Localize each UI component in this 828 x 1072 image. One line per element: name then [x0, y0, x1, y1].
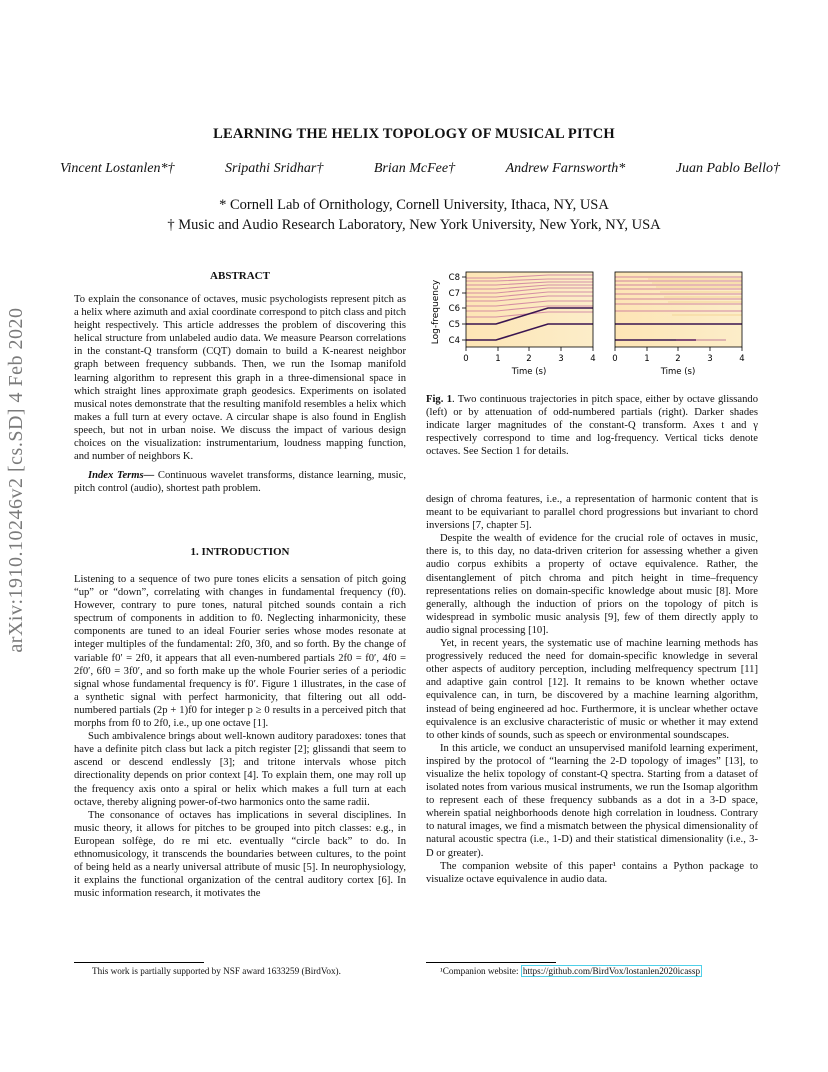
x-tick-label: 3 — [558, 354, 564, 364]
y-axis-label: Log-frequency — [431, 279, 441, 345]
figure-caption — [426, 393, 758, 458]
footnote-companion — [440, 966, 702, 976]
spectrogram-left-panel — [466, 272, 593, 347]
index-terms-text: Continuous wavelet transforms, distance learning, music, pitch control (audio), shortest path problem. — [74, 470, 406, 495]
introduction-section — [74, 573, 406, 900]
footnote-rule — [74, 962, 204, 963]
intro-paragraph: Listening to a sequence of two pure tones elicits a sensation of pitch going “up” or “down”, correlating with changes in fundamental frequency (f0). However, contrary to pure tones, natural pitched sounds contain a rich spectrum of components in addition to f0. Neglecting inharmonicity, these components are tuned to an ideal Fourier series whose modes resonate at integer multiples of the fundamental: 2f0, 3f0, and so forth. By the change of variable f0′ = 2f0, it appears that all even-numbered partials 2f0 = f0′, 4f0 = 2f0′, 6f0 = 3f0′, and so forth make up the whole Fourier series of a periodic signal whose fundamental frequency is f0′. Figure 1 illustrates, in the case of a synthetic signal with perfect harmonicity, that filtering out all odd-numbered partials (2p + 1)f0 for integer p ≥ 0 results in a perceived pitch that morphs from f0 to 2f0, i.e., up one octave [1]. — [74, 574, 406, 730]
index-terms-label: Index Terms— — [88, 470, 155, 482]
x-tick-label: 2 — [526, 354, 532, 364]
body-paragraph: Despite the wealth of evidence for the crucial role of octaves in music, there is, to this day, no data-driven criterion for assessing whether a given audio corpus exhibits a property of octave equivalence. Rather, the disentanglement of pitch chroma and pitch height in time–frequency representations relies on domain-specific knowledge about music [8]. More generally, although the induction of priors on the topology of pitch is widespread in symbolic music analysis [9], few of them directly apply to audio signal processing [10]. — [426, 533, 758, 636]
x-ticks — [466, 347, 742, 351]
x-tick-label: 4 — [590, 354, 596, 364]
x-axis-label: Time (s) — [660, 367, 696, 377]
author: Juan Pablo Bello† — [675, 161, 780, 176]
x-axis-label: Time (s) — [511, 367, 547, 377]
footnote-label: ¹Companion website: — [440, 966, 521, 976]
x-tick-label: 0 — [463, 354, 469, 364]
y-tick-label: C4 — [448, 336, 460, 346]
intro-paragraph: Such ambivalence brings about well-known auditory paradoxes: tones that have a definite pitch class but lack a pitch register [2]; glissandi that seem to ascend or descend endlessly [3]; and tritone intervals whose pitch directionality depends on prior context [4]. To explain them, one may roll up the frequency axis onto a spiral or helix which makes a full turn at each octave, thereby aligning power-of-two harmonics onto the same radii. — [74, 731, 406, 808]
y-tick-label: C5 — [448, 320, 460, 330]
abstract-section — [74, 293, 406, 495]
author-list — [60, 161, 780, 177]
intro-paragraph: The consonance of octaves has implications in several disciplines. In music theory, it allows for pitches to be grouped into pitch classes: e.g., in European solfège, do re mi etc. eventually “circle back” to do. In ethnomusicology, it transcends the boundaries between cultures, to the point of being held as a nearly universal attribute of music [5]. In neurophysiology, it explains the functional organization of the central auditory cortex [6]. In music information research, it motivates the — [74, 809, 406, 900]
body-paragraph: design of chroma features, i.e., a representation of harmonic content that is meant to be equivariant to parallel chord progressions but invariant to chord inversions [7, chapter 5]. — [426, 494, 758, 532]
y-tick-labels — [449, 273, 460, 346]
author: Sripathi Sridhar† — [224, 161, 324, 176]
x-tick-label: 4 — [739, 354, 745, 364]
abstract-body: To explain the consonance of octaves, music psychologists represent pitch as a helix where azimuth and axial coordinate correspond to pitch class and pitch height respectively. This article addresses the problem of discovering this helical structure from unlabeled audio data. We measure Pearson correlations in the constant-Q transform (CQT) domain to build a K-nearest neighbor graph between frequency subbands. Then, we run the Isomap manifold learning algorithm to represent this graph in a three-dimensional space in which straight lines approximate graph geodesics. Experiments on isolated musical notes demonstrate that the resulting manifold resembles a helix which makes a full turn at every octave. A circular shape is also found in English speech, but not in urban noise. We discuss the impact of various design choices on the visualization: instrumentarium, loudness mapping function, and number of neighbors K. — [74, 294, 406, 463]
y-tick-label: C7 — [448, 289, 460, 299]
author: Brian McFee† — [373, 161, 456, 176]
author: Andrew Farnsworth* — [505, 161, 626, 176]
caption-label: Fig. 1 — [426, 394, 452, 405]
right-column-text — [426, 493, 758, 886]
x-tick-label: 3 — [707, 354, 713, 364]
arxiv-identifier[interactable]: arXiv:1910.10246v2 [cs.SD] 4 Feb 2020 — [5, 307, 27, 653]
x-tick-label: 1 — [495, 354, 501, 364]
x-tick-label: 0 — [612, 354, 618, 364]
index-terms — [74, 469, 406, 495]
x-tick-labels — [463, 354, 744, 364]
y-ticks — [462, 277, 466, 340]
body-paragraph: The companion website of this paper¹ contains a Python package to visualize octave equivalence in audio data. — [426, 860, 758, 885]
affiliation-nyu: † Music and Audio Research Laboratory, New York University, New York, NY, USA — [167, 217, 661, 233]
footnote-rule — [426, 962, 556, 963]
paper-title: LEARNING THE HELIX TOPOLOGY OF MUSICAL PITCH — [213, 126, 615, 142]
x-tick-label: 1 — [644, 354, 650, 364]
x-tick-label: 2 — [675, 354, 681, 364]
companion-website-link[interactable]: https://github.com/BirdVox/lostanlen2020icassp — [522, 966, 701, 976]
y-tick-label: C8 — [448, 273, 460, 283]
y-tick-label: C6 — [448, 304, 460, 314]
abstract-heading: ABSTRACT — [210, 270, 270, 282]
body-paragraph: Yet, in recent years, the systematic use of machine learning methods has progressively reduced the need for domain-specific knowledge in several other aspects of auditory perception, including melfrequency spectrum [11] and adaptive gain control [12]. It remains to be known whether octave equivalence can, in turn, be discovered by a machine learning algorithm, instead of being engineered ad hoc. Furthermore, it is unclear whether octave equivalence is an exclusive characteristic of music or whether it may extend to other kinds of sounds, such as speech or environmental soundscapes. — [426, 638, 758, 741]
introduction-heading: 1. INTRODUCTION — [190, 546, 290, 558]
affiliation-cornell: * Cornell Lab of Ornithology, Cornell University, Ithaca, NY, USA — [219, 197, 609, 213]
body-paragraph: In this article, we conduct an unsupervised manifold learning experiment, inspired by the protocol of “learning the 2-D topology of images” [13], to visualize the helix topology of constant-Q spectra. Starting from a dataset of isolated notes from various musical instruments, we run the Isomap algorithm to represent each of these frequency subbands as a dot in a 3-D space, wherein spatial neighborhoods denote high correlation in loudness. Contrary to natural images, we find a mismatch between the physical dimensionality of natural acoustic spectra (i.e., 1-D) and their statistical dimensionality (i.e., 3-D or greater). — [426, 742, 758, 859]
footnote-funding: This work is partially supported by NSF award 1633259 (BirdVox). — [92, 966, 341, 976]
spectrogram-right-panel — [615, 272, 742, 347]
author: Vincent Lostanlen*† — [60, 161, 175, 176]
figure-1 — [426, 266, 756, 380]
caption-text: . Two continuous trajectories in pitch space, either by octave glissando (left) or by attenuation of odd-numbered partials (right). Darker shades indicate larger magnitudes of the constant-Q transform. Axes t and γ respectively correspond to time and log-frequency. Vertical ticks denote octaves. See Section 1 for details. — [426, 394, 758, 458]
